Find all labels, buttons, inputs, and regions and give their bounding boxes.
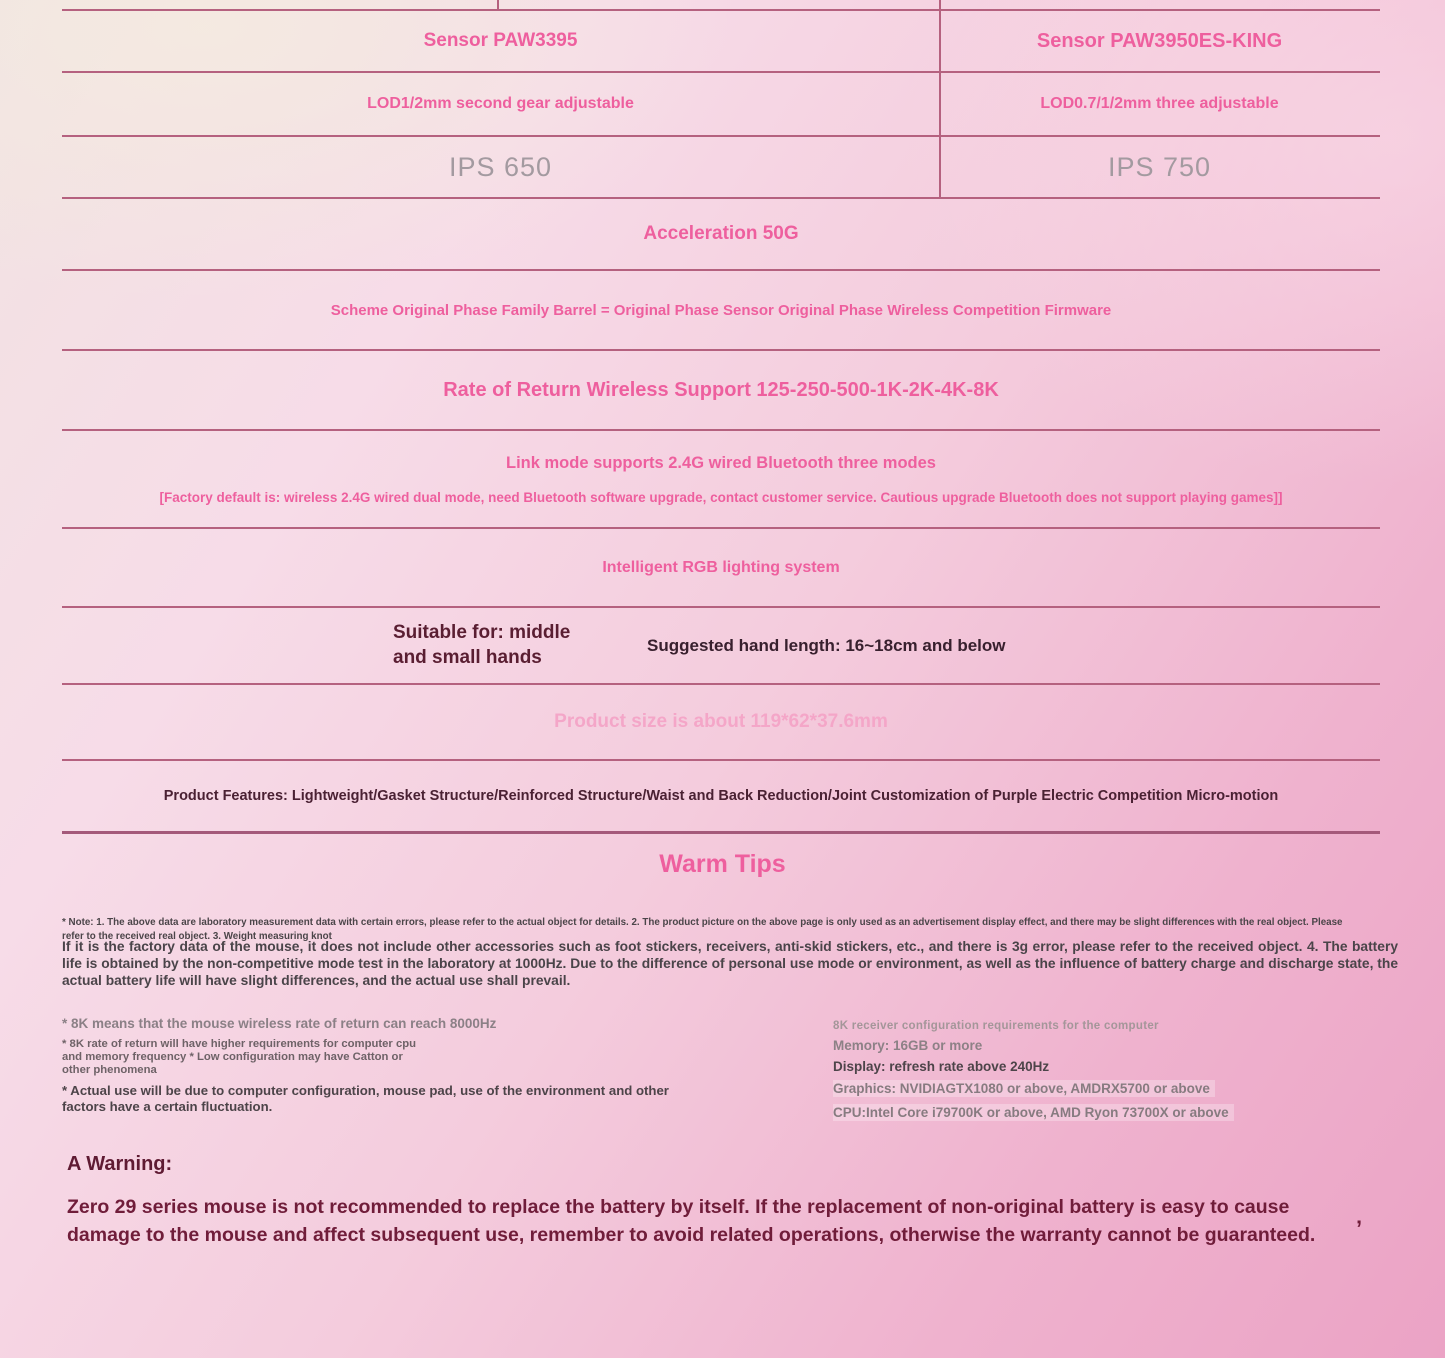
product-size-label: Product size is about 119*62*37.6mm — [554, 711, 888, 732]
spec-row-ips — [62, 137, 1380, 197]
requirement-display: Display: refresh rate above 240Hz — [833, 1059, 1050, 1074]
warning-title: A Warning: — [67, 1153, 173, 1175]
spec-row-product-size — [62, 685, 1380, 759]
lod-cell-right — [939, 73, 1380, 135]
spec-row-scheme — [62, 271, 1380, 349]
ips-left-value: IPS 650 — [448, 151, 553, 182]
ips-cell-left — [62, 137, 939, 197]
acceleration-label: Acceleration 50G — [643, 223, 799, 244]
hand-length-label: Suggested hand length: 16~18cm and below — [647, 635, 1006, 655]
ips-right-value: IPS 750 — [1107, 151, 1212, 182]
eight-k-notes — [62, 1016, 702, 1115]
spec-row-link-mode — [62, 431, 1380, 527]
scheme-label: Scheme Original Phase Family Barrel = Original Phase Sensor Original Phase Wireless Competition Firmware — [330, 301, 1112, 319]
requirements-title: 8K receiver configuration requirements for the computer — [833, 1020, 1159, 1032]
requirement-cpu: CPU:Intel Core i79700K or above, AMD Ryon 73700X or above — [833, 1104, 1234, 1121]
lod-left-label: LOD1/2mm second gear adjustable — [367, 95, 634, 112]
sensor-left-label: Sensor PAW3395 — [423, 30, 578, 51]
battery-note: If it is the factory data of the mouse, it does not include other accessories such as foot stickers, receivers, anti-skid stickers, etc., and there is 3g error, please refer to the received object. 4. The battery life is obtained by the non-competitive mode test in the laboratory at 1000Hz. Due to the difference of personal use mode or environment, as well as the influence of battery charge and discharge state, the actual battery life will have slight differences, and the actual use shall prevail. — [62, 939, 1398, 989]
column-divider-stub — [497, 0, 499, 9]
rgb-lighting-label: Intelligent RGB lighting system — [602, 558, 840, 576]
receiver-requirements — [833, 1020, 1234, 1128]
link-mode-label: Link mode supports 2.4G wired Bluetooth three modes — [506, 453, 936, 472]
lod-right-label: LOD0.7/1/2mm three adjustable — [1040, 95, 1279, 112]
table-line-thick — [62, 831, 1380, 834]
spec-row-lod — [62, 73, 1380, 135]
quote-mark: ’ — [1356, 1216, 1363, 1241]
spec-row-rate-of-return — [62, 351, 1380, 429]
eight-k-note-2: * 8K rate of return will have higher requirements for computer cpu and memory frequency * Low configuration may have Catton or other phenomena — [62, 1038, 417, 1076]
spec-row-sensor — [62, 11, 1380, 71]
warm-tips-title: Warm Tips — [659, 850, 786, 878]
sensor-cell-left — [62, 11, 939, 71]
rate-of-return-label: Rate of Return Wireless Support 125-250-500-1K-2K-4K-8K — [443, 378, 999, 401]
product-features-label: Product Features: Lightweight/Gasket Structure/Reinforced Structure/Waist and Back Reduction/Joint Customization of Purple Electric Competition Micro-motion — [163, 788, 1279, 804]
eight-k-note-1: * 8K means that the mouse wireless rate of return can reach 8000Hz — [62, 1016, 497, 1031]
spec-row-acceleration — [62, 199, 1380, 269]
sensor-cell-right — [939, 11, 1380, 71]
warm-tips-note: * Note: 1. The above data are laboratory measurement data with certain errors, please refer to the actual object for details. 2. The product picture on the above page is only used as an advertisement display effect, and there may be slight differences with the real object. Please refer to the received real object. 3. Weight measuring knot — [62, 917, 1343, 942]
ips-cell-right — [939, 137, 1380, 197]
requirement-memory: Memory: 16GB or more — [833, 1038, 983, 1053]
lod-cell-left — [62, 73, 939, 135]
link-mode-note: [Factory default is: wireless 2.4G wired dual mode, need Bluetooth software upgrade, contact customer service. Cautious upgrade Bluetooth does not support playing games]] — [159, 489, 1283, 505]
eight-k-note-3: * Actual use will be due to computer configuration, mouse pad, use of the environment and other factors have a certain fluctuation. — [62, 1082, 669, 1114]
spec-row-suitability — [62, 608, 1380, 683]
warning-body: Zero 29 series mouse is not recommended to replace the battery by itself. If the replacement of non-original battery is easy to cause damage to the mouse and affect subsequent use, remember to avoid related operations, otherwise the warranty cannot be guaranteed. — [67, 1196, 1316, 1246]
requirement-graphics: Graphics: NVIDIAGTX1080 or above, AMDRX5700 or above — [833, 1080, 1215, 1097]
spec-row-rgb-lighting — [62, 529, 1380, 606]
spec-row-product-features — [62, 761, 1380, 831]
suitable-for-label: Suitable for: middle and small hands — [393, 621, 571, 668]
sensor-right-label: Sensor PAW3950ES-KING — [1036, 29, 1283, 52]
